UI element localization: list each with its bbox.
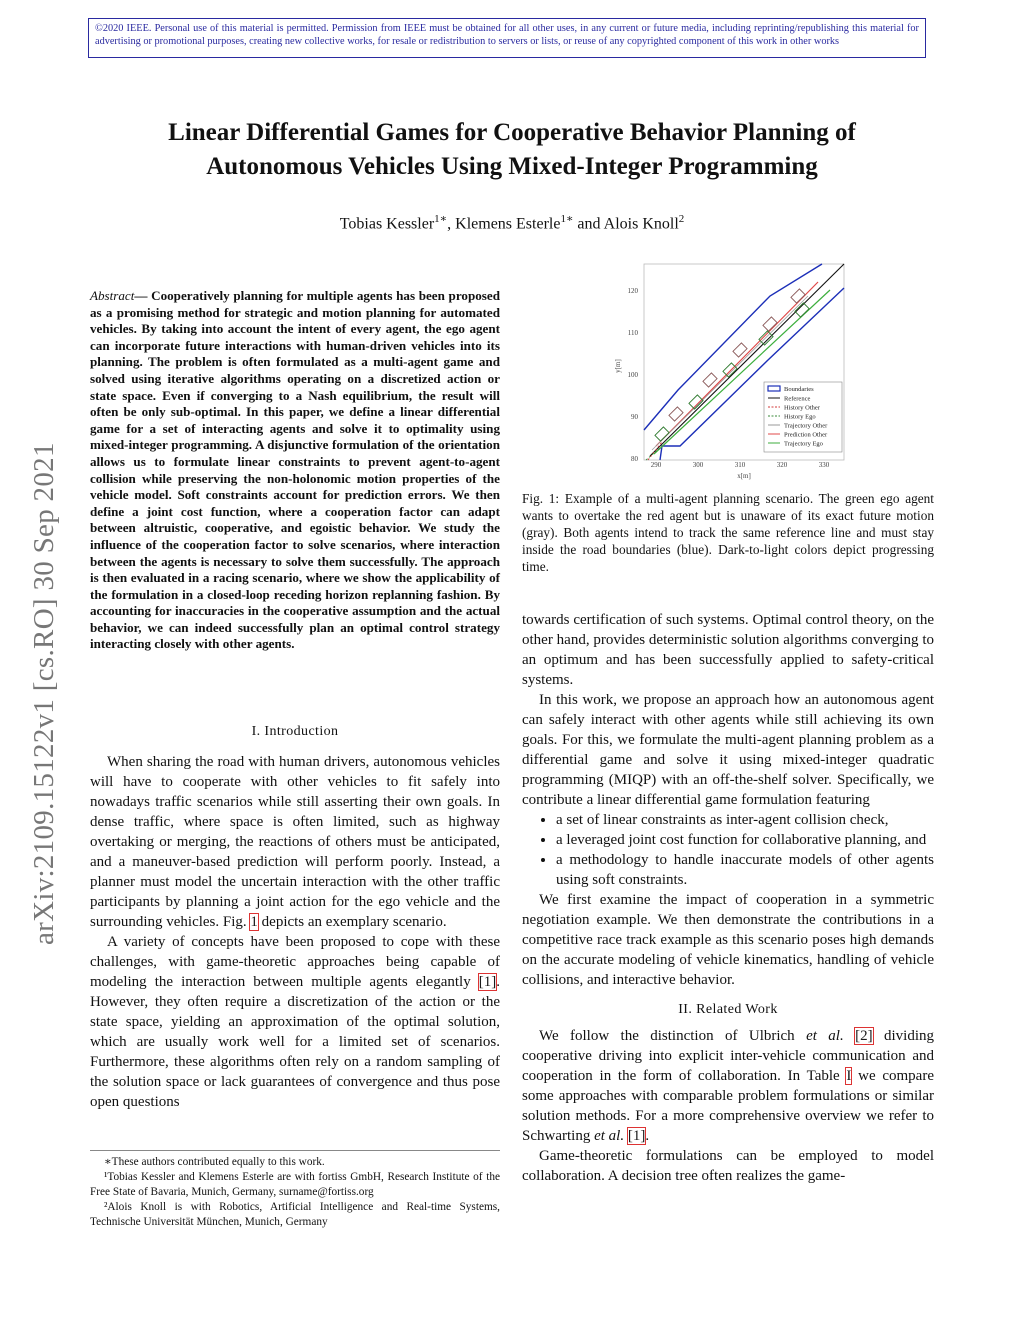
legend-history-ego: History Ego xyxy=(784,413,816,421)
footnote-affiliation-1: ¹Tobias Kessler and Klemens Esterle are with fortiss GmbH, Research Institute of the Free State of Bavaria, Munich, Germany, surname@fortiss.org xyxy=(90,1171,500,1198)
y-tick-label: 80 xyxy=(631,455,638,463)
footnote-equal-contribution: ∗These authors contributed equally to this work. xyxy=(104,1156,325,1168)
figure-1-caption: Fig. 1: Example of a multi-agent planning scenario. The green ego agent wants to overtake the red agent but is unaware of its exact future motion (gray). Both agents intend to track the same reference line and must stay inside the road boundaries (blue). Dark-to-light colors depict progressing time. xyxy=(522,491,934,574)
x-tick-label: 290 xyxy=(650,461,662,469)
x-tick-label: 300 xyxy=(692,461,704,469)
footnotes xyxy=(90,1150,500,1230)
legend-prediction-other: Prediction Other xyxy=(784,431,828,439)
right-paragraph-2: In this work, we propose an approach how an autonomous agent can safely interact with other agents while still achieving its own goals. For this, we formulate the multi-agent planning problem as a differential game and solve it using mixed-integer quadratic programming (MIQP) with an off-the-shelf solver. Specifically, we contribute a linear differential game formulation featuring xyxy=(522,692,934,808)
related-paragraph-2: Game-theoretic formulations can be employed to model collaboration. A decision tree often realizes the game- xyxy=(522,1148,934,1184)
contribution-list xyxy=(522,810,934,890)
abstract-dash: — xyxy=(134,288,152,303)
citation-link[interactable]: [2] xyxy=(855,1028,873,1044)
paper-title xyxy=(60,116,964,184)
arxiv-stamp: arXiv:2109.15122v1 [cs.RO] 30 Sep 2021 xyxy=(28,442,60,945)
legend-trajectory-ego: Trajectory Ego xyxy=(784,440,823,448)
author-list xyxy=(60,208,964,235)
figure-ref-link[interactable]: 1 xyxy=(250,914,258,930)
title-line-2: Autonomous Vehicles Using Mixed-Integer Programming xyxy=(206,153,818,180)
footnote-affiliation-2: ²Alois Knoll is with Robotics, Artificial Intelligence and Real-time Systems, Technische Universität München, Munich, Germany xyxy=(90,1201,500,1228)
citation-link[interactable]: [1] xyxy=(478,974,497,990)
contribution-item: • a methodology to handle inaccurate models of other agents using soft constraints. xyxy=(556,850,934,890)
right-column xyxy=(522,610,934,1186)
y-tick-label: 100 xyxy=(627,371,638,379)
figure-1-plot xyxy=(608,260,854,480)
intro-p2-text-b: . However, they often require a discretization of the action or the state space, yielding an approximation of the optimal solution, which are usually work well for a limited set of scenarios. Furthermore, these algorithms often rely on a random sampling of the solution space or lack guarantees of convergence and thus pose open questions xyxy=(90,974,500,1110)
legend-history-other: History Other xyxy=(784,404,820,412)
y-tick-label: 90 xyxy=(631,413,638,421)
legend-boundaries: Boundaries xyxy=(784,386,814,393)
author-1: Tobias Kessler xyxy=(339,215,435,233)
title-line-1: Linear Differential Games for Cooperative Behavior Planning of xyxy=(168,119,856,146)
x-tick-label: 310 xyxy=(734,461,746,469)
intro-p1-text-b: depicts an exemplary scenario. xyxy=(257,914,447,930)
author-2: Klemens Esterle xyxy=(455,215,561,233)
right-paragraph-1: towards certification of such systems. Optimal control theory, on the other hand, provides deterministic solution algorithms converging to an optimum and has been successfully applied to safety-critical systems. xyxy=(522,612,934,688)
contribution-item: • a set of linear constraints as inter-agent collision check, xyxy=(556,810,934,830)
et-al: et al. xyxy=(594,1128,625,1144)
et-al: et al. xyxy=(806,1028,844,1044)
author-2-affiliation: 1∗ xyxy=(560,213,574,225)
author-3: Alois Knoll xyxy=(603,215,679,233)
intro-paragraph-1 xyxy=(90,752,500,932)
x-tick-label: 320 xyxy=(776,461,788,469)
author-3-affiliation: 2 xyxy=(678,213,685,225)
legend-reference: Reference xyxy=(784,395,811,403)
related-p1-text-b: dividing cooperative driving into explicit inter-vehicle communication and cooperation in the form of collaboration. In Table xyxy=(522,1028,934,1084)
right-paragraph-3: We first examine the impact of cooperation in a symmetric negotiation example. We then demonstrate the contributions in a competitive race track example as this scenario poses high demands on the accurate modeling of vehicle kinematics, handling of vehicle collisions, and interactive behavior. xyxy=(522,892,934,988)
abstract-text: Cooperatively planning for multiple agents has been proposed as a promising method for strategic and motion planning for automated vehicles. By taking into account the intent of every agent, the ego agent can incorporate future interactions with human-driven vehicles into its planning. The problem is often formulated as a multi-agent game and solved using iterative algorithms operating on a discretized action or state space. Even if converging to a Nash equilibrium, the result will often be only sub-optimal. In this paper, we define a linear differential game for a set of interacting agents and solve it to optimality using mixed-integer programming. A disjunctive formulation of the orientation allows us to formulate linear constraints to prevent agent-to-agent collision while preserving the non-holonomic motion properties of the vehicle model. Soft constraints account for prediction errors. We then define a joint cost function, where a cooperation factor can adapt between altruistic, cooperative, and egoistic behavior. We study the influence of the cooperation factor to solve scenarios, where interaction between the agents is necessary to solve them successfully. The approach is then evaluated in a racing scenario, where we show the applicability of the formulation in a closed-loop receding horizon replanning fashion. By accounting for inaccuracies in the cooperative assumption and the actual behavior, we can indeed successfully plan an optimal control strategy interacting closely with other agents. xyxy=(90,288,500,652)
author-separator: and xyxy=(573,215,604,233)
plot-legend xyxy=(764,382,842,452)
x-tick-label: 330 xyxy=(818,461,830,469)
contribution-item: • a leveraged joint cost function for collaborative planning, and xyxy=(556,830,934,850)
related-p1-text-c: we compare some approaches with comparable problem formulations or similar solution methods. For a more comprehensive overview we refer to Schwarting xyxy=(522,1068,934,1144)
related-paragraph-1 xyxy=(522,1026,934,1146)
left-column xyxy=(90,722,500,1112)
y-tick-label: 120 xyxy=(627,287,638,295)
y-tick-label: 110 xyxy=(627,329,638,337)
section-heading-introduction: I. Introduction xyxy=(251,724,339,739)
citation-link[interactable]: [1] xyxy=(627,1128,646,1144)
abstract xyxy=(90,288,500,653)
intro-p2-text-a: A variety of concepts have been proposed to cope with these challenges, with game-theoretic approaches being capable of modeling the interaction between multiple agents elegantly xyxy=(90,934,500,990)
copyright-notice: ©2020 IEEE. Personal use of this material is permitted. Permission from IEEE must be obtained for all other uses, in any current or future media, including reprinting/republishing this material for advertising or promotional purposes, creating new collective works, for resale or redistribution to servers or lists, or reuse of any copyrighted component of this work in other works xyxy=(88,18,926,58)
author-1-affiliation: 1∗ xyxy=(434,213,448,225)
related-p1-text-a: We follow the distinction of Ulbrich xyxy=(539,1028,807,1044)
y-axis-label: y[m] xyxy=(614,359,622,373)
abstract-label: Abstract xyxy=(90,288,135,303)
intro-p1-text-a: When sharing the road with human drivers, autonomous vehicles will have to cooperate with other vehicles to fit safely into nowadays traffic scenarios while still asserting their own goals. In dense traffic, where space is often limited, such as highway overtaking or merging, the reactions of others must be anticipated, and a maneuver-based prediction will perform poorly. Instead, a planner must model the uncertain interaction with the other traffic participants by planning a joint action for the ego vehicle and the surrounding vehicles. Fig. xyxy=(90,754,500,930)
intro-paragraph-2 xyxy=(90,932,500,1112)
legend-trajectory-other: Trajectory Other xyxy=(784,422,828,430)
section-heading-related-work: II. Related Work xyxy=(678,1002,778,1017)
related-p1-text-d: . xyxy=(645,1128,650,1144)
author-separator: , xyxy=(447,215,456,233)
x-axis-label: x[m] xyxy=(737,472,751,480)
table-ref-link[interactable]: I xyxy=(846,1068,852,1084)
